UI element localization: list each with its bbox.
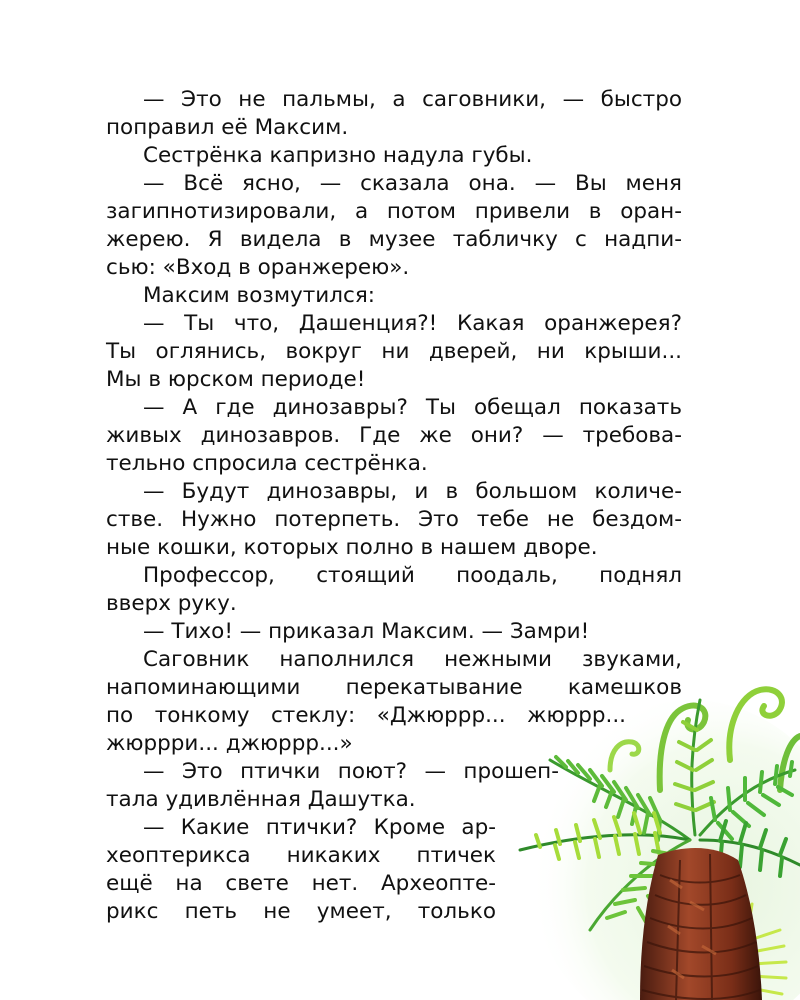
text-line-13: живых динозавров. Где же они? — требова- [106,423,682,448]
text-line-15: — Будут динозавры, и в большом количе- [143,479,682,504]
text-line-21: Саговник наполнился нежными звуками, [143,647,682,672]
text-line-11: Мы в юрском периоде! [106,367,366,392]
text-line-30: рикс петь не умеет, только [106,899,496,924]
text-line-19: вверх руку. [106,591,237,616]
text-line-6: жерею. Я видела в музее табличку с надпи- [106,227,682,252]
text-line-20: — Тихо! — приказал Максим. — Замри! [143,619,590,644]
text-line-26: тала удивлённая Дашутка. [106,787,416,812]
text-line-2: поправил её Максим. [106,115,349,140]
text-line-10: Ты оглянись, вокруг ни дверей, ни крыши... [106,339,682,364]
text-line-27: — Какие птички? Кроме ар- [143,815,496,840]
text-line-9: — Ты что, Дашенция?! Какая оранжерея? [143,311,682,336]
text-line-4: — Всё ясно, — сказала она. — Вы меня [143,171,682,196]
text-line-14: тельно спросила сестрёнка. [106,451,428,476]
text-line-7: сью: «Вход в оранжерею». [106,255,410,280]
text-line-22: напоминающими перекатывание камешков [106,675,682,700]
text-line-23: по тонкому стеклу: «Джюррр... жюррр... [106,703,626,728]
text-line-8: Максим возмутился: [143,283,375,308]
text-line-18: Профессор, стоящий поодаль, поднял [143,563,682,588]
text-line-12: — А где динозавры? Ты обещал показать [143,395,682,420]
text-line-5: загипнотизировали, а потом привели в оран- [106,199,682,224]
text-line-29: ещё на свете нет. Археопте- [106,871,496,896]
text-line-3: Сестрёнка капризно надула губы. [143,143,533,168]
text-line-24: жюррри... джюррр...» [106,731,353,756]
text-line-1: — Это не пальмы, а саговники, — быстро [143,87,682,112]
text-line-17: ные кошки, которых полно в нашем дворе. [106,535,598,560]
text-line-28: хеоптерикса никаких птичек [106,843,496,868]
text-line-25: — Это птички поют? — прошеп- [143,759,559,784]
text-line-16: стве. Нужно потерпеть. Это тебе не бездом- [106,507,682,532]
